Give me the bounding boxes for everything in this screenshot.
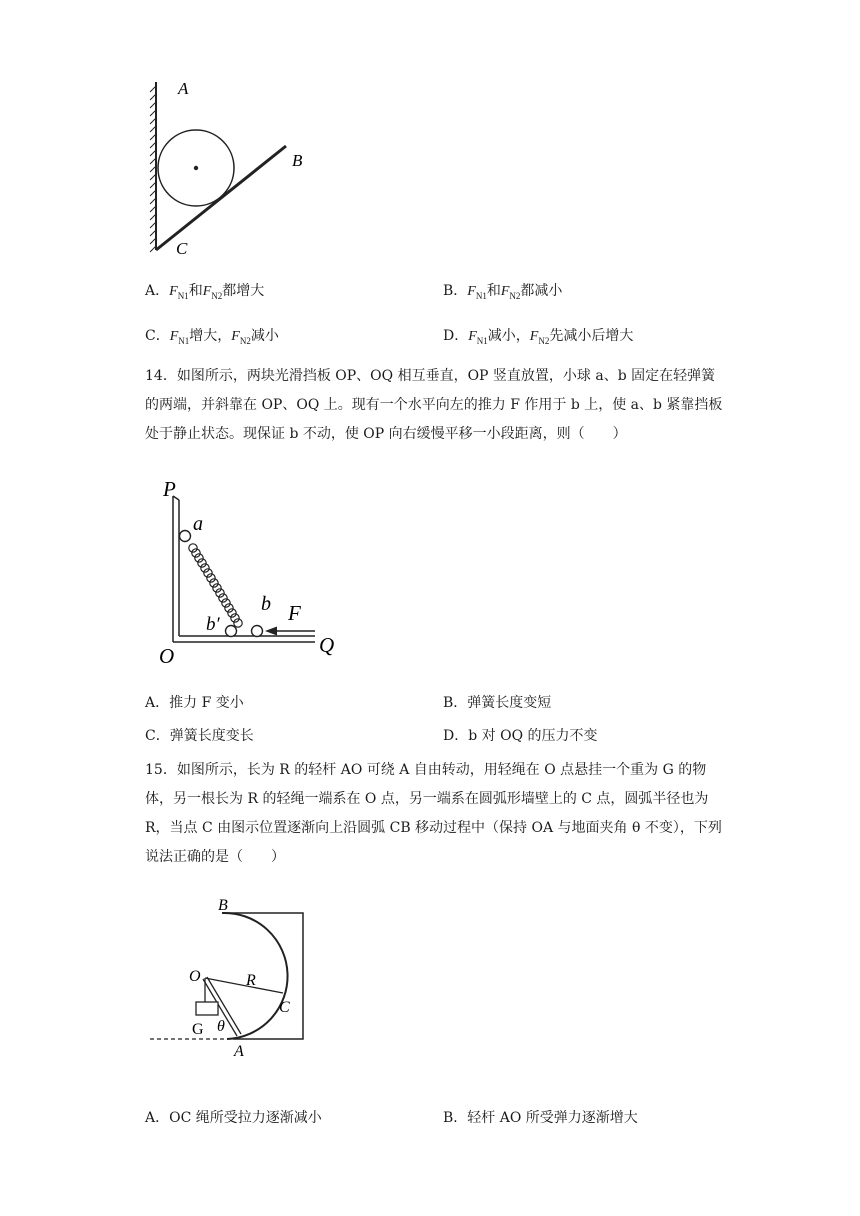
label-f: F: [288, 601, 301, 625]
label-b: B: [292, 151, 303, 170]
q14-option-c[interactable]: C．弹簧长度变长: [145, 728, 254, 744]
q14-figure: [155, 478, 355, 668]
weight-block: [196, 1002, 218, 1015]
q14-option-b[interactable]: B．弹簧长度变短: [443, 695, 552, 711]
q13-figure: [140, 72, 320, 262]
label-c: C: [176, 239, 188, 258]
q15-option-b[interactable]: B．轻杆 AO 所受弹力逐渐增大: [443, 1110, 638, 1126]
label-p: P: [163, 478, 176, 501]
label-a-bottom: A: [234, 1043, 244, 1060]
label-c-point: C: [279, 999, 290, 1016]
label-o: O: [159, 644, 175, 668]
ball-a: [180, 531, 191, 542]
q13-option-c[interactable]: C．$F_{N1}$增大，$F_{N2}$减小: [145, 328, 279, 346]
label-a: A: [178, 79, 189, 98]
label-r: R: [246, 972, 256, 989]
label-b-prime: b′: [206, 614, 220, 635]
label-a-ball: a: [193, 513, 203, 535]
label-o-pivot: O: [189, 968, 201, 985]
q14-option-a[interactable]: A．推力 F 变小: [145, 695, 244, 711]
q15-option-a[interactable]: A．OC 绳所受拉力逐渐减小: [145, 1110, 322, 1126]
force-arrow-head: [265, 627, 277, 636]
ball-b-prime: [226, 626, 237, 637]
label-theta: θ: [217, 1018, 225, 1035]
board-cb: [156, 146, 286, 250]
label-b-ball: b: [261, 593, 271, 615]
q13-option-d[interactable]: D．$F_{N1}$减小，$F_{N2}$先减小后增大: [443, 328, 634, 346]
label-q: Q: [319, 633, 335, 657]
q15-figure: [145, 893, 320, 1068]
q13-option-a[interactable]: A．$F_{N1}$和$F_{N2}$都增大: [145, 283, 265, 301]
q13-option-b[interactable]: B．$F_{N1}$和$F_{N2}$都减小: [443, 283, 563, 301]
q14-option-d[interactable]: D．b 对 OQ 的压力不变: [443, 728, 598, 744]
q14-stem: 14．如图所示，两块光滑挡板 OP、OQ 相互垂直，OP 竖直放置，小球 a、b 固定在轻弹簧的两端，并斜靠在 OP、OQ 上。现有一个水平向左的推力 F 作用于 b 上，使 a、b 紧靠挡板处于静止状态。现保证 b 不动，使 OP 向右缓慢平移一小段距离，则（ ）: [145, 368, 723, 442]
label-g: G: [192, 1021, 204, 1038]
q15-stem: 15．如图所示，长为 R 的轻杆 AO 可绕 A 自由转动，用轻绳在 O 点悬挂一个重为 G 的物体，另一根长为 R 的轻绳一端系在 O 点，另一端系在圆弧形墙壁上的 C 点，圆弧半径也为 R，当点 C 由图示位置逐渐向上沿圆弧 CB 移动过程中（保持 OA 与地面夹角 θ 不变），下列说法正确的是（ ）: [145, 762, 722, 865]
ball-b: [252, 626, 263, 637]
label-b-top: B: [218, 897, 228, 914]
